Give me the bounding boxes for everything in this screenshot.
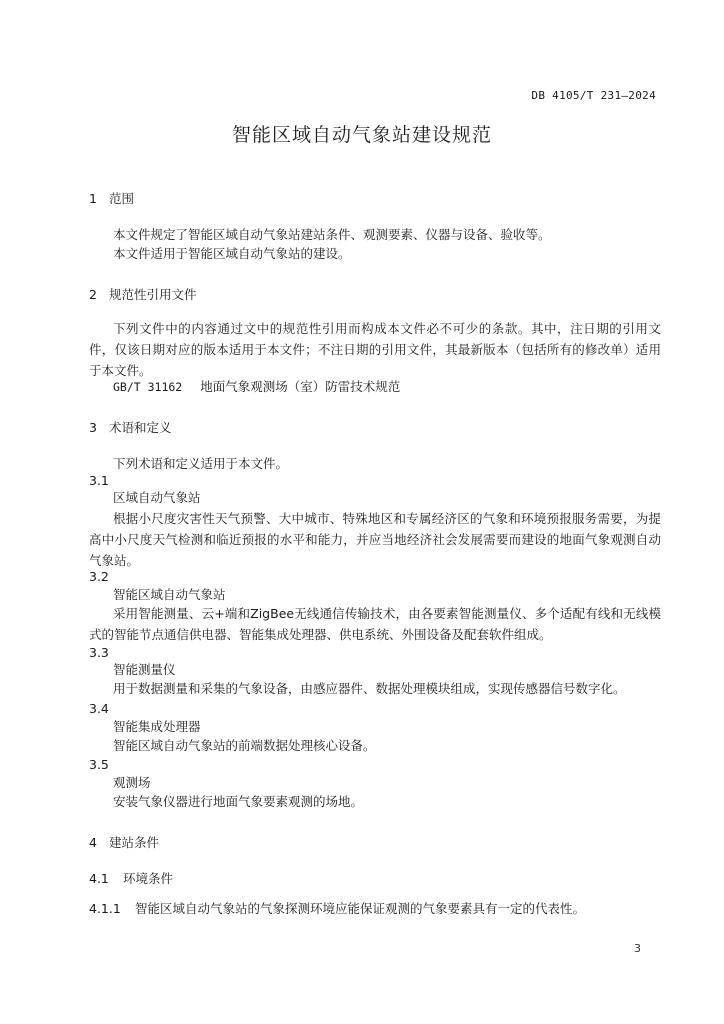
section-title: 规范性引用文件	[108, 287, 197, 302]
term-number: 3.4	[89, 701, 109, 716]
standard-number: DB 4105/T 231—2024	[531, 89, 656, 102]
section-number: 4	[89, 835, 97, 850]
subsection-title: 环境条件	[122, 871, 173, 886]
section-1-heading	[89, 189, 134, 207]
normative-reference	[113, 376, 400, 398]
paragraph: 下列术语和定义适用于本文件。	[113, 456, 289, 471]
section-number: 2	[89, 287, 97, 302]
term-number: 3.1	[89, 473, 109, 488]
clause	[89, 898, 585, 919]
section-number: 3	[89, 420, 97, 435]
term-definition: 安装气象仪器进行地面气象要素观测的场地。	[113, 794, 364, 809]
section-number: 1	[89, 191, 97, 206]
reference-code: GB/T 31162	[113, 380, 183, 394]
term-number: 3.5	[89, 757, 109, 772]
section-4-heading	[89, 833, 159, 851]
paragraph: 本文件规定了智能区域自动气象站建站条件、观测要素、仪器与设备、验收等。	[113, 227, 551, 242]
term-name: 智能集成处理器	[113, 719, 201, 734]
paragraph: 下列文件中的内容通过文中的规范性引用而构成本文件必不可少的条款。其中，注日期的引用文件，仅该日期对应的版本适用于本文件；不注日期的引用文件，其最新版本（包括所有的修改单）适用于本文件。	[89, 321, 661, 378]
section-title: 术语和定义	[108, 420, 172, 435]
term-name: 智能测量仪	[113, 662, 176, 677]
term-number: 3.3	[89, 645, 109, 660]
page-number: 3	[634, 942, 641, 955]
reference-title: 地面气象观测场（室）防雷技术规范	[200, 379, 401, 394]
section-3-heading	[89, 418, 172, 436]
subsection-number: 4.1	[89, 871, 109, 886]
clause-text: 智能区域自动气象站的气象探测环境应能保证观测的气象要素具有一定的代表性。	[134, 901, 585, 916]
term-definition: 根据小尺度灾害性天气预警、大中城市、特殊地区和专属经济区的气象和环境预报服务需要，为提高中小尺度天气检测和临近预报的水平和能力，并应当地经济社会发展需要而建设的地面气象观测自动气象站。	[89, 511, 661, 568]
clause-number: 4.1.1	[89, 901, 121, 916]
term-definition: 采用智能测量、云+端和ZigBee无线通信传输技术，由各要素智能测量仪、多个适配有线和无线模式的智能节点通信供电器、智能集成处理器、供电系统、外围设备及配套软件组成。	[89, 606, 661, 642]
paragraph: 本文件适用于智能区域自动气象站的建设。	[113, 246, 351, 261]
term-name: 区域自动气象站	[113, 490, 201, 505]
document-title: 智能区域自动气象站建设规范	[231, 124, 492, 146]
section-2-heading	[89, 285, 197, 303]
subsection-heading	[89, 869, 173, 887]
section-title: 建站条件	[108, 835, 159, 850]
term-definition: 智能区域自动气象站的前端数据处理核心设备。	[113, 738, 376, 753]
term-definition: 用于数据测量和采集的气象设备，由感应器件、数据处理模块组成，实现传感器信号数字化。	[113, 681, 626, 696]
section-title: 范围	[108, 191, 134, 206]
term-name: 智能区域自动气象站	[113, 587, 226, 602]
term-name: 观测场	[113, 775, 151, 790]
term-number: 3.2	[89, 569, 109, 584]
